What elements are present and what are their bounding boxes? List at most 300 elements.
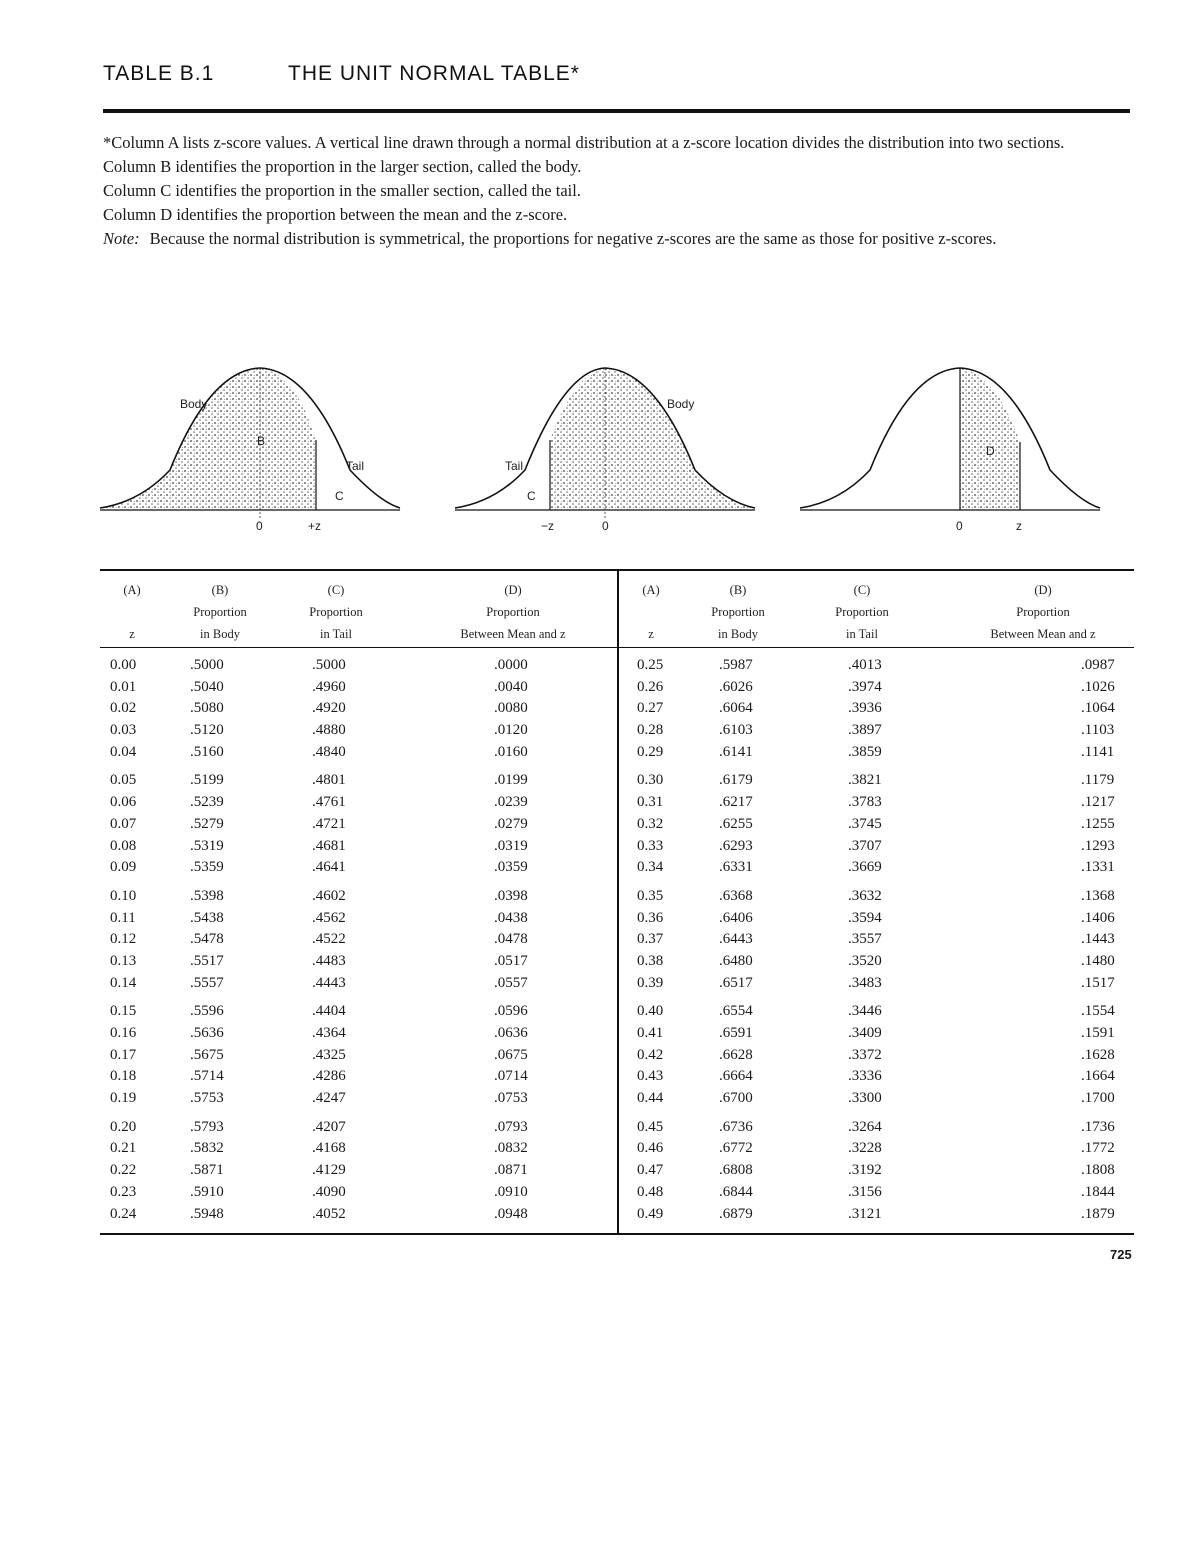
- tail-cell: .3557: [848, 931, 882, 948]
- mean-to-z-shaded-region: [960, 368, 1020, 510]
- body-cell: .5199: [190, 772, 224, 789]
- z-cell: 0.15: [110, 1003, 137, 1020]
- tail-cell: .3669: [848, 859, 882, 876]
- body-cell: .6443: [719, 931, 753, 948]
- note-column-a: *Column A lists z-score values. A vertical line drawn through a normal distribution at a z-score location divides the distribution into two sections.: [103, 133, 1065, 152]
- body-shaded-region: [100, 368, 316, 510]
- body-cell: .6480: [719, 952, 753, 969]
- body-cell: .6406: [719, 909, 753, 926]
- z-cell: 0.13: [110, 952, 137, 969]
- table-row: [100, 722, 617, 744]
- z-cell: 0.34: [637, 859, 664, 876]
- tail-cell: .3974: [848, 678, 882, 695]
- tail-cell: .4325: [312, 1046, 346, 1063]
- mean-to-z-cell: .1103: [1081, 722, 1115, 739]
- table-row: [100, 953, 617, 975]
- note-column-c: Column C identifies the proportion in the smaller section, called the tail.: [103, 181, 581, 200]
- table-row: [619, 1068, 1134, 1090]
- z-cell: 0.25: [637, 657, 664, 673]
- fig2-z-label: −z: [541, 519, 555, 533]
- figure-body-tail: [100, 350, 400, 540]
- tail-cell: .4721: [312, 815, 346, 832]
- z-cell: 0.41: [637, 1025, 664, 1041]
- z-cell: 0.16: [110, 1025, 137, 1041]
- table-row: [100, 931, 617, 953]
- table-row: [100, 1025, 617, 1047]
- table-row: [100, 744, 617, 766]
- z-cell: 0.48: [637, 1183, 664, 1200]
- z-cell: 0.38: [637, 952, 664, 969]
- normal-curve-figures: [100, 350, 1130, 550]
- mean-to-z-cell: .0398: [494, 887, 528, 904]
- z-cell: 0.46: [637, 1140, 664, 1157]
- body-cell: .5279: [190, 815, 224, 832]
- mean-to-z-cell: .0478: [494, 931, 528, 948]
- fig1-tail-label: Tail: [346, 459, 365, 473]
- body-cell: .5319: [190, 837, 224, 854]
- z-cell: 0.30: [637, 772, 664, 789]
- table-title: [103, 62, 580, 86]
- body-cell: .5871: [190, 1162, 224, 1179]
- table-row: [100, 888, 617, 910]
- mean-to-z-cell: .1808: [1081, 1162, 1115, 1179]
- header-col-b: (B) Proportion in Body: [711, 583, 765, 641]
- mean-to-z-cell: .1026: [1081, 678, 1115, 695]
- body-cell: .5160: [190, 743, 224, 760]
- note-symmetry: [103, 227, 1113, 251]
- body-cell: .6103: [719, 722, 753, 739]
- z-cell: 0.37: [637, 931, 664, 948]
- tail-cell: .4840: [312, 743, 346, 760]
- body-cell: .5478: [190, 931, 224, 948]
- mean-to-z-cell: .1700: [1081, 1090, 1115, 1107]
- z-cell: 0.49: [637, 1205, 664, 1222]
- mean-to-z-cell: .0517: [494, 952, 528, 969]
- row-group: [619, 888, 1134, 996]
- mean-to-z-cell: .1628: [1081, 1046, 1115, 1063]
- mean-to-z-cell: .0557: [494, 974, 528, 991]
- z-cell: 0.39: [637, 974, 664, 991]
- table-row: [619, 772, 1134, 794]
- z-cell: 0.22: [110, 1162, 137, 1179]
- table-row: [619, 1025, 1134, 1047]
- z-cell: 0.28: [637, 722, 664, 739]
- mean-to-z-cell: .0675: [494, 1046, 528, 1063]
- table-row: [619, 859, 1134, 881]
- body-cell: .5000: [190, 657, 224, 673]
- mean-to-z-cell: .1406: [1081, 909, 1115, 926]
- body-cell: .5910: [190, 1183, 224, 1200]
- mean-to-z-cell: .0438: [494, 909, 528, 926]
- body-cell: .5517: [190, 952, 224, 969]
- mean-to-z-cell: .0910: [494, 1183, 528, 1200]
- table-name: THE UNIT NORMAL TABLE*: [288, 62, 580, 85]
- tail-cell: .4364: [312, 1025, 346, 1041]
- tail-cell: .3409: [848, 1025, 882, 1041]
- table-row: [619, 931, 1134, 953]
- table-right-half: [619, 571, 1134, 1233]
- table-row: [619, 657, 1134, 679]
- mean-to-z-cell: .1664: [1081, 1068, 1115, 1085]
- z-cell: 0.05: [110, 772, 137, 789]
- table-row: [100, 700, 617, 722]
- table-rows-left: [100, 657, 617, 1234]
- table-row: [619, 1162, 1134, 1184]
- z-cell: 0.17: [110, 1046, 137, 1063]
- table-row: [619, 816, 1134, 838]
- body-cell: .5120: [190, 722, 224, 739]
- tail-cell: .4207: [312, 1118, 346, 1135]
- header-col-c: (C) Proportion in Tail: [835, 583, 889, 641]
- z-cell: 0.09: [110, 859, 137, 876]
- body-cell: .5596: [190, 1003, 224, 1020]
- fig1-b-label: B: [257, 434, 266, 448]
- body-cell: .5636: [190, 1025, 224, 1041]
- tail-cell: .4404: [312, 1003, 346, 1020]
- tail-cell: .5000: [312, 657, 346, 673]
- fig1-body-label: Body: [180, 397, 208, 411]
- z-cell: 0.31: [637, 794, 664, 811]
- table-label: TABLE B.1: [103, 62, 215, 85]
- table-row: [619, 794, 1134, 816]
- mean-to-z-cell: .1772: [1081, 1140, 1115, 1157]
- body-cell: .6879: [719, 1205, 753, 1222]
- figure-mean-to-z: [800, 350, 1120, 540]
- table-row: [100, 838, 617, 860]
- z-cell: 0.42: [637, 1046, 664, 1063]
- mean-to-z-cell: .0871: [494, 1162, 528, 1179]
- body-cell: .6331: [719, 859, 753, 876]
- body-cell: .5714: [190, 1068, 224, 1085]
- tail-cell: .4761: [312, 794, 346, 811]
- mean-to-z-cell: .1443: [1081, 931, 1115, 948]
- header-col-d: (D) Proportion Between Mean and z: [990, 583, 1096, 641]
- mean-to-z-cell: .1879: [1081, 1205, 1115, 1222]
- table-row: [100, 679, 617, 701]
- tail-cell: .4920: [312, 700, 346, 717]
- tail-cell: .3821: [848, 772, 882, 789]
- mean-to-z-cell: .0596: [494, 1003, 528, 1020]
- tail-cell: .4129: [312, 1162, 346, 1179]
- tail-cell: .4286: [312, 1068, 346, 1085]
- mean-to-z-cell: .1554: [1081, 1003, 1115, 1020]
- mean-to-z-cell: .0832: [494, 1140, 528, 1157]
- note-column-b: Column B identifies the proportion in the larger section, called the body.: [103, 157, 582, 176]
- mean-to-z-cell: .0987: [1081, 657, 1115, 673]
- table-row: [100, 794, 617, 816]
- row-group: [100, 1119, 617, 1227]
- fig2-tail-label: Tail: [505, 459, 524, 473]
- z-cell: 0.04: [110, 743, 137, 760]
- z-cell: 0.11: [110, 909, 136, 926]
- table-header-left: [100, 579, 617, 648]
- z-cell: 0.24: [110, 1205, 137, 1222]
- mean-to-z-cell: .0714: [494, 1068, 528, 1085]
- table-left-half: [100, 571, 619, 1233]
- z-cell: 0.18: [110, 1068, 137, 1085]
- z-cell: 0.43: [637, 1068, 664, 1085]
- body-cell: .5753: [190, 1090, 224, 1107]
- row-group: [619, 772, 1134, 880]
- mean-to-z-cell: .0239: [494, 794, 528, 811]
- mean-to-z-cell: .1141: [1081, 743, 1115, 760]
- mean-to-z-cell: .1591: [1081, 1025, 1115, 1041]
- tail-cell: .3264: [848, 1118, 882, 1135]
- z-cell: 0.36: [637, 909, 664, 926]
- tail-cell: .4562: [312, 909, 346, 926]
- row-group: [100, 888, 617, 996]
- body-cell: .6179: [719, 772, 753, 789]
- body-cell: .6736: [719, 1118, 753, 1135]
- table-row: [619, 700, 1134, 722]
- table-row: [619, 1090, 1134, 1112]
- table-row: [619, 679, 1134, 701]
- tail-cell: .3446: [848, 1003, 882, 1020]
- z-cell: 0.32: [637, 815, 664, 832]
- z-cell: 0.20: [110, 1118, 137, 1135]
- mean-to-z-cell: .0000: [494, 657, 528, 673]
- mean-to-z-cell: .1331: [1081, 859, 1115, 876]
- z-cell: 0.08: [110, 837, 137, 854]
- explanatory-notes: [103, 131, 1113, 251]
- z-cell: 0.00: [110, 657, 137, 673]
- table-row: [100, 816, 617, 838]
- tail-cell: .4483: [312, 952, 346, 969]
- fig1-zero-label: 0: [256, 519, 263, 533]
- tail-cell: .4681: [312, 837, 346, 854]
- z-cell: 0.19: [110, 1090, 137, 1107]
- z-cell: 0.06: [110, 794, 137, 811]
- table-row: [100, 657, 617, 679]
- row-group: [100, 1003, 617, 1111]
- z-cell: 0.01: [110, 678, 137, 695]
- page-number: 725: [1110, 1247, 1132, 1262]
- mean-to-z-cell: .0753: [494, 1090, 528, 1107]
- unit-normal-table: [100, 569, 1134, 1235]
- tail-cell: .3594: [848, 909, 882, 926]
- tail-cell: .3483: [848, 974, 882, 991]
- tail-cell: .4090: [312, 1183, 346, 1200]
- tail-cell: .4052: [312, 1205, 346, 1222]
- mean-to-z-cell: .1179: [1081, 772, 1115, 789]
- mean-to-z-cell: .1255: [1081, 815, 1115, 832]
- fig3-d-label: D: [986, 444, 995, 458]
- tail-cell: .3520: [848, 952, 882, 969]
- tail-cell: .3300: [848, 1090, 882, 1107]
- tail-cell: .3228: [848, 1140, 882, 1157]
- note-label: Note:: [103, 229, 140, 248]
- table-row: [100, 772, 617, 794]
- header-col-b: (B) Proportion in Body: [193, 583, 247, 641]
- table-row: [619, 1003, 1134, 1025]
- tail-cell: .3156: [848, 1183, 882, 1200]
- mean-to-z-cell: .1368: [1081, 887, 1115, 904]
- body-cell: .5239: [190, 794, 224, 811]
- tail-cell: .3372: [848, 1046, 882, 1063]
- mean-to-z-cell: .0120: [494, 722, 528, 739]
- body-cell: .5793: [190, 1118, 224, 1135]
- fig3-z-label: z: [1016, 519, 1022, 533]
- table-row: [619, 1206, 1134, 1228]
- tail-cell: .4247: [312, 1090, 346, 1107]
- figure-tail-body: [455, 350, 765, 540]
- fig1-z-label: +z: [308, 519, 322, 533]
- body-cell: .6808: [719, 1162, 753, 1179]
- fig2-zero-label: 0: [602, 519, 609, 533]
- table-row: [619, 744, 1134, 766]
- table-row: [619, 953, 1134, 975]
- body-cell: .5359: [190, 859, 224, 876]
- z-cell: 0.26: [637, 678, 664, 695]
- table-row: [100, 1206, 617, 1228]
- table-row: [100, 859, 617, 881]
- table-row: [619, 1047, 1134, 1069]
- fig3-zero-label: 0: [956, 519, 963, 533]
- tail-cell: .3897: [848, 722, 882, 739]
- z-cell: 0.23: [110, 1183, 137, 1200]
- note-text: Because the normal distribution is symmetrical, the proportions for negative z-scores are the same as those for positive z-scores.: [149, 229, 997, 248]
- tail-cell: .3745: [848, 815, 882, 832]
- table-row: [619, 975, 1134, 997]
- mean-to-z-cell: .0279: [494, 815, 528, 832]
- mean-to-z-cell: .1217: [1081, 794, 1115, 811]
- body-cell: .6141: [719, 743, 753, 760]
- body-cell: .6554: [719, 1003, 753, 1020]
- body-cell: .6628: [719, 1046, 753, 1063]
- tail-cell: .3632: [848, 887, 882, 904]
- mean-to-z-cell: .1480: [1081, 952, 1115, 969]
- mean-to-z-cell: .0636: [494, 1025, 528, 1041]
- row-group: [100, 772, 617, 880]
- table-row: [100, 1119, 617, 1141]
- table-row: [100, 1162, 617, 1184]
- body-cell: .6064: [719, 700, 753, 717]
- mean-to-z-cell: .1517: [1081, 974, 1115, 991]
- body-cell: .6293: [719, 837, 753, 854]
- table-row: [619, 838, 1134, 860]
- body-cell: .6026: [719, 678, 753, 695]
- tail-cell: .4960: [312, 678, 346, 695]
- table-row: [100, 910, 617, 932]
- mean-to-z-cell: .0793: [494, 1118, 528, 1135]
- mean-to-z-cell: .1736: [1081, 1118, 1115, 1135]
- fig2-body-label: Body: [667, 397, 695, 411]
- tail-cell: .3336: [848, 1068, 882, 1085]
- table-row: [619, 1140, 1134, 1162]
- title-rule: [103, 109, 1130, 113]
- z-cell: 0.27: [637, 700, 664, 717]
- tail-cell: .4013: [848, 657, 882, 673]
- tail-cell: .4880: [312, 722, 346, 739]
- z-cell: 0.40: [637, 1003, 664, 1020]
- mean-to-z-cell: .0948: [494, 1205, 528, 1222]
- body-shaded-region: [550, 368, 755, 510]
- tail-cell: .3936: [848, 700, 882, 717]
- body-cell: .6772: [719, 1140, 753, 1157]
- body-cell: .6255: [719, 815, 753, 832]
- body-cell: .5987: [719, 657, 753, 673]
- z-cell: 0.10: [110, 887, 137, 904]
- body-cell: .6844: [719, 1183, 753, 1200]
- z-cell: 0.21: [110, 1140, 137, 1157]
- table-row: [100, 1003, 617, 1025]
- body-cell: .5398: [190, 887, 224, 904]
- row-group: [100, 657, 617, 765]
- table-header-right: [619, 579, 1134, 648]
- table-row: [100, 1047, 617, 1069]
- body-cell: .6591: [719, 1025, 753, 1041]
- z-cell: 0.29: [637, 743, 664, 760]
- tail-cell: .3192: [848, 1162, 882, 1179]
- mean-to-z-cell: .0199: [494, 772, 528, 789]
- table-row: [619, 888, 1134, 910]
- header-col-c: (C) Proportion in Tail: [309, 583, 363, 641]
- mean-to-z-cell: .0160: [494, 743, 528, 760]
- row-group: [619, 657, 1134, 765]
- row-group: [619, 1003, 1134, 1111]
- mean-to-z-cell: .1064: [1081, 700, 1115, 717]
- table-row: [619, 1119, 1134, 1141]
- z-cell: 0.12: [110, 931, 137, 948]
- z-cell: 0.45: [637, 1118, 664, 1135]
- z-cell: 0.47: [637, 1162, 664, 1179]
- body-cell: .5040: [190, 678, 224, 695]
- tail-cell: .4443: [312, 974, 346, 991]
- table-row: [100, 1068, 617, 1090]
- mean-to-z-cell: .1293: [1081, 837, 1115, 854]
- table-row: [100, 975, 617, 997]
- tail-cell: .4522: [312, 931, 346, 948]
- z-cell: 0.35: [637, 887, 664, 904]
- body-cell: .6217: [719, 794, 753, 811]
- z-cell: 0.07: [110, 815, 137, 832]
- row-group: [619, 1119, 1134, 1227]
- header-col-d: (D) Proportion Between Mean and z: [460, 583, 566, 641]
- body-cell: .5948: [190, 1205, 224, 1222]
- mean-to-z-cell: .0359: [494, 859, 528, 876]
- tail-cell: .4602: [312, 887, 346, 904]
- table-row: [100, 1140, 617, 1162]
- tail-cell: .3783: [848, 794, 882, 811]
- body-cell: .6517: [719, 974, 753, 991]
- header-col-a: (A) z: [642, 583, 660, 641]
- body-cell: .5080: [190, 700, 224, 717]
- body-cell: .6368: [719, 887, 753, 904]
- z-cell: 0.44: [637, 1090, 664, 1107]
- mean-to-z-cell: .0080: [494, 700, 528, 717]
- fig1-c-label: C: [335, 489, 344, 503]
- table-row: [619, 910, 1134, 932]
- tail-cell: .4641: [312, 859, 346, 876]
- table-row: [100, 1090, 617, 1112]
- tail-cell: .3859: [848, 743, 882, 760]
- body-cell: .5557: [190, 974, 224, 991]
- tail-cell: .4801: [312, 772, 346, 789]
- normal-curve: [800, 368, 1100, 508]
- z-cell: 0.03: [110, 722, 137, 739]
- mean-to-z-cell: .0319: [494, 837, 528, 854]
- z-cell: 0.14: [110, 974, 137, 991]
- tail-cell: .3121: [848, 1205, 882, 1222]
- body-cell: .5675: [190, 1046, 224, 1063]
- z-cell: 0.33: [637, 837, 664, 854]
- body-cell: .5438: [190, 909, 224, 926]
- z-cell: 0.02: [110, 700, 137, 717]
- header-col-a: (A) z: [123, 583, 141, 641]
- body-cell: .6700: [719, 1090, 753, 1107]
- tail-cell: .4168: [312, 1140, 346, 1157]
- note-column-d: Column D identifies the proportion between the mean and the z-score.: [103, 205, 568, 224]
